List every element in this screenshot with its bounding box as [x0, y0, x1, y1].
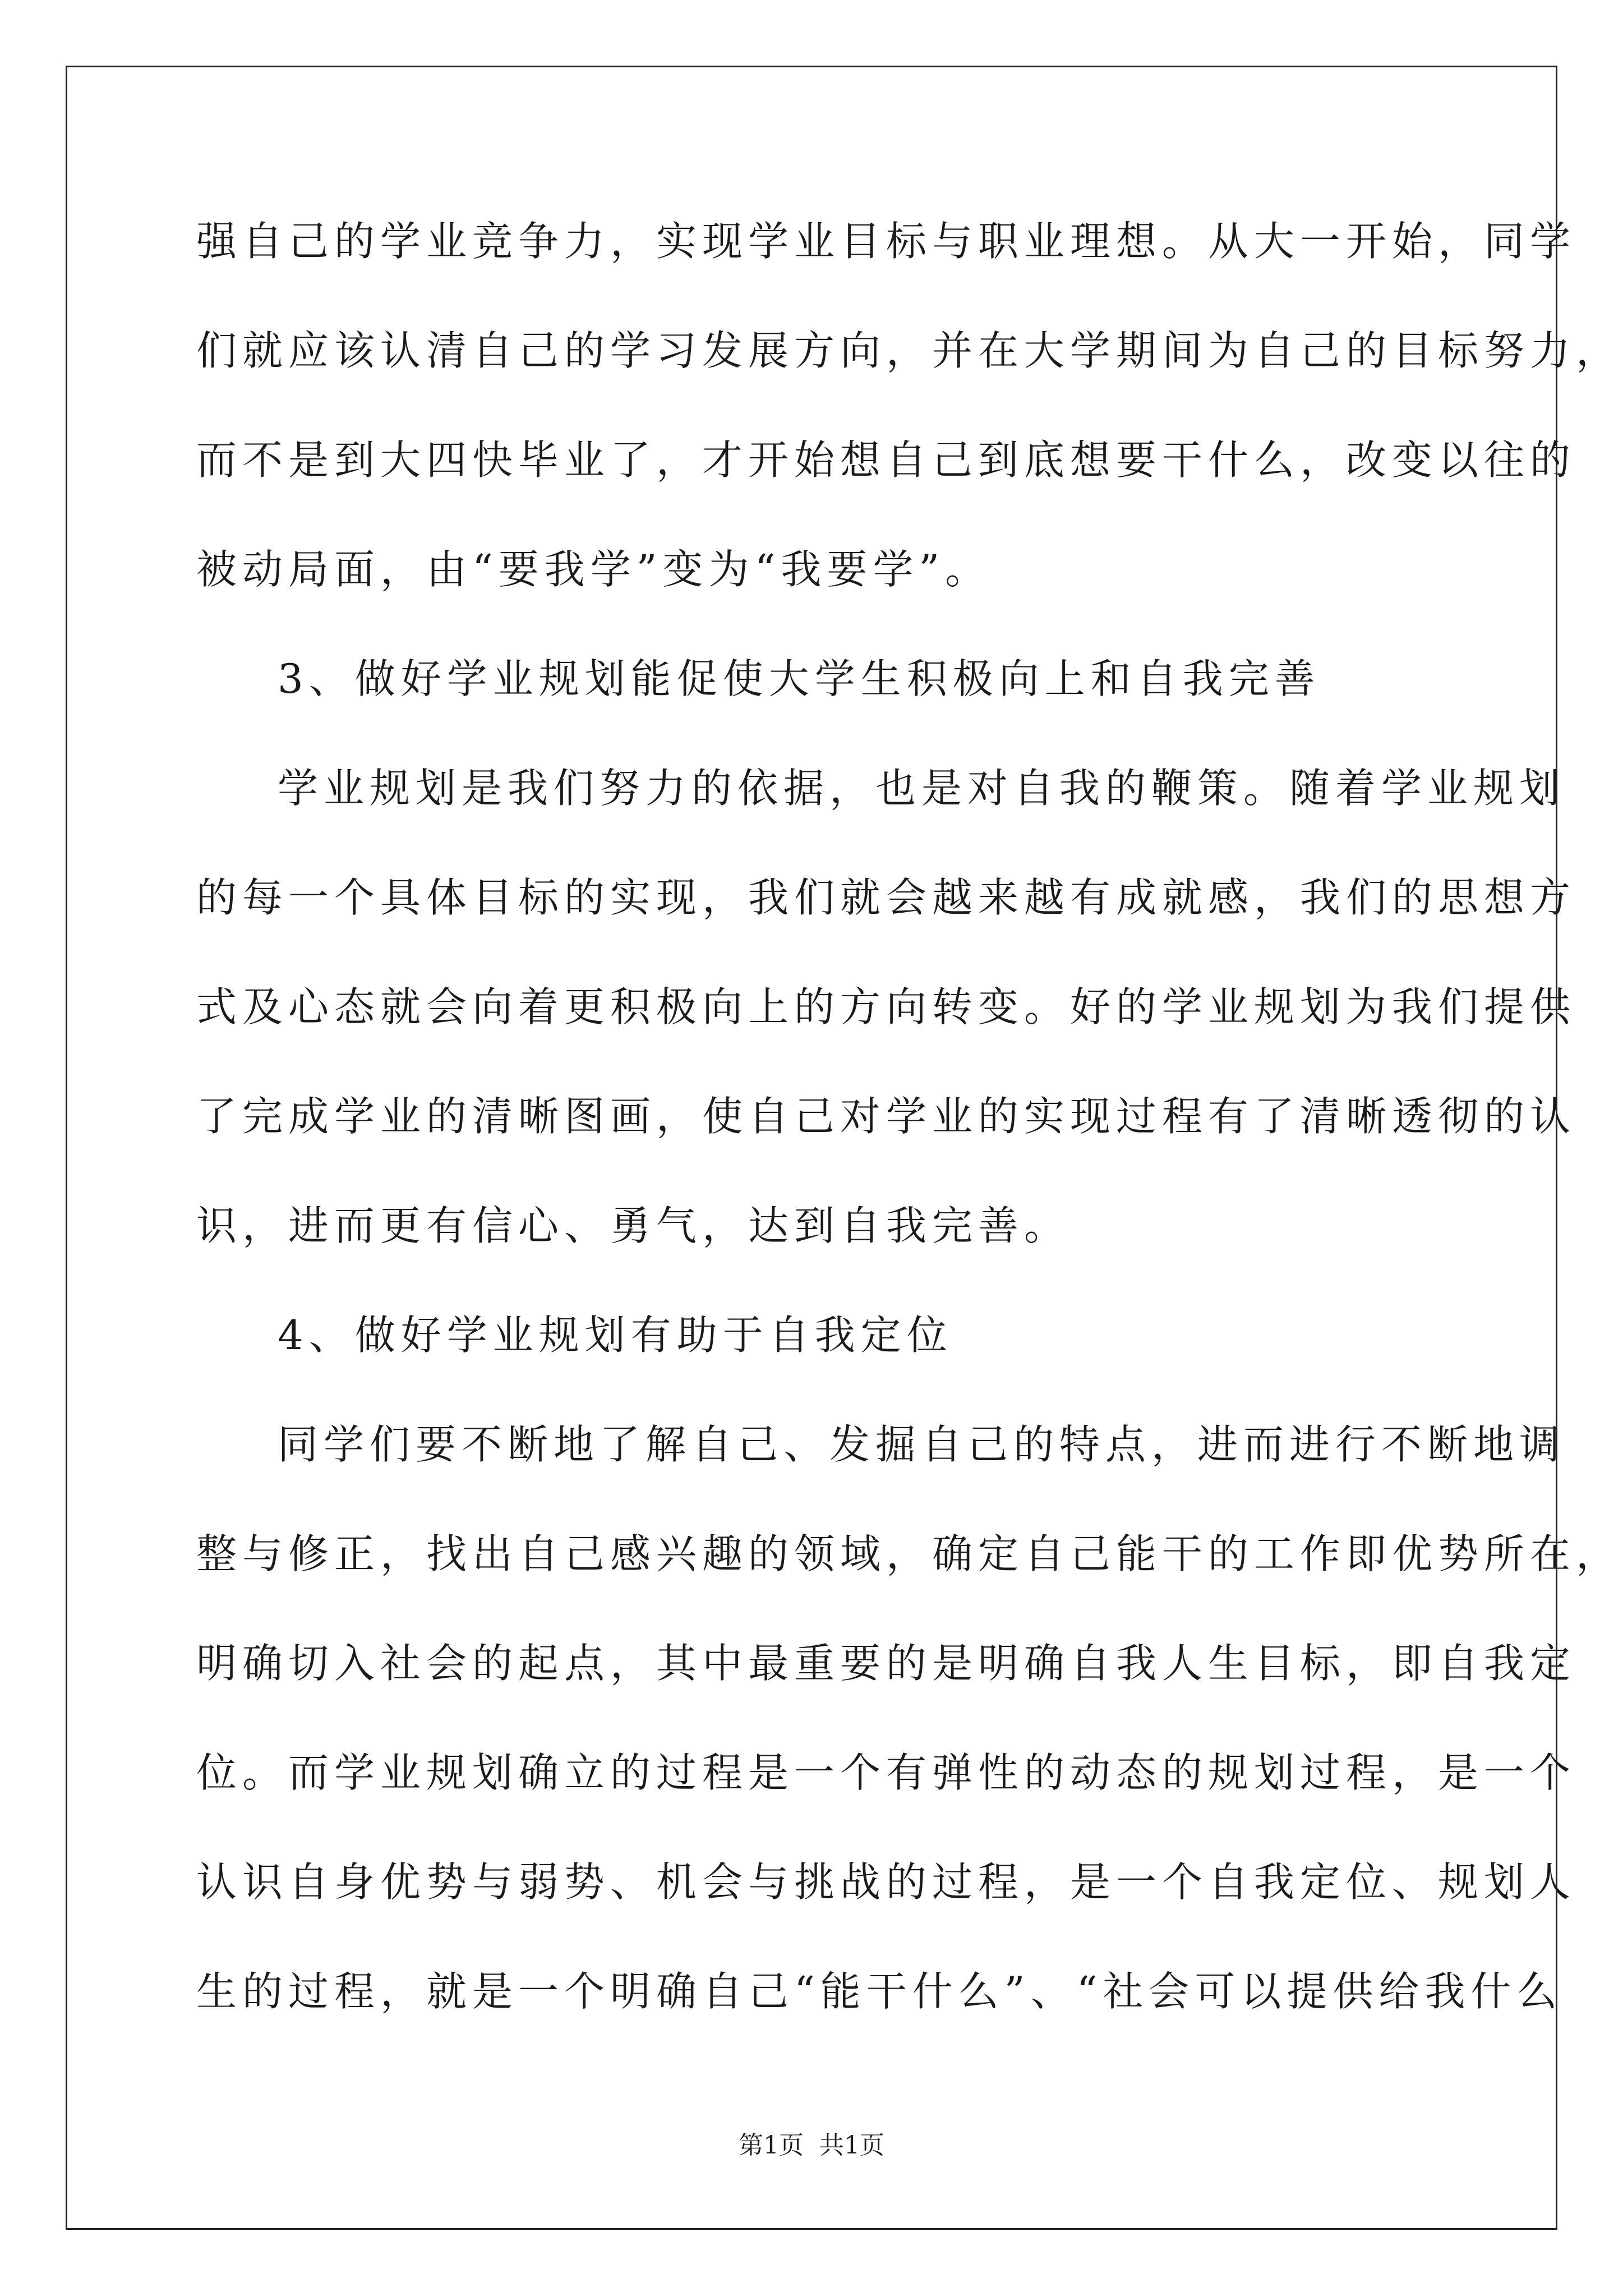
text-line: 整与修正，找出自己感兴趣的领域，确定自己能干的工作即优势所在，	[196, 1530, 1622, 1577]
text-line: 了完成学业的清晰图画，使自己对学业的实现过程有了清晰透彻的认	[196, 1093, 1576, 1140]
section-heading: 3、做好学业规划能促使大学生积极向上和自我完善	[278, 655, 1321, 702]
text-line: 们就应该认清自己的学习发展方向，并在大学期间为自己的目标努力，	[196, 327, 1622, 374]
page-footer	[0, 2129, 1623, 2162]
text-line: 而不是到大四快毕业了，才开始想自己到底想要干什么，改变以往的	[196, 436, 1576, 484]
text-line: 明确切入社会的起点，其中最重要的是明确自我人生目标，即自我定	[196, 1640, 1576, 1687]
text-line: 生的过程，就是一个明确自己“能干什么”、“社会可以提供给我什么	[196, 1968, 1563, 2015]
text-line: 识，进而更有信心、勇气，达到自我完善。	[196, 1202, 1071, 1249]
text-line: 学业规划是我们努力的依据，也是对自我的鞭策。随着学业规划	[278, 765, 1566, 812]
text-line: 强自己的学业竞争力，实现学业目标与职业理想。从大一开始，同学	[196, 218, 1576, 265]
section-heading: 4、做好学业规划有助于自我定位	[278, 1312, 953, 1359]
text-line: 认识自身优势与弱势、机会与挑战的过程，是一个自我定位、规划人	[196, 1858, 1576, 1906]
text-line: 位。而学业规划确立的过程是一个有弹性的动态的规划过程，是一个	[196, 1749, 1576, 1796]
text-line: 的每一个具体目标的实现，我们就会越来越有成就感，我们的思想方	[196, 874, 1576, 921]
page-number-current: 第1页	[739, 2131, 804, 2160]
text-line: 式及心态就会向着更积极向上的方向转变。好的学业规划为我们提供	[196, 983, 1576, 1030]
text-line: 同学们要不断地了解自己、发掘自己的特点，进而进行不断地调	[278, 1421, 1566, 1468]
text-line: 被动局面，由“要我学”变为“我要学”。	[196, 546, 992, 593]
page-number-total: 共1页	[819, 2131, 884, 2160]
